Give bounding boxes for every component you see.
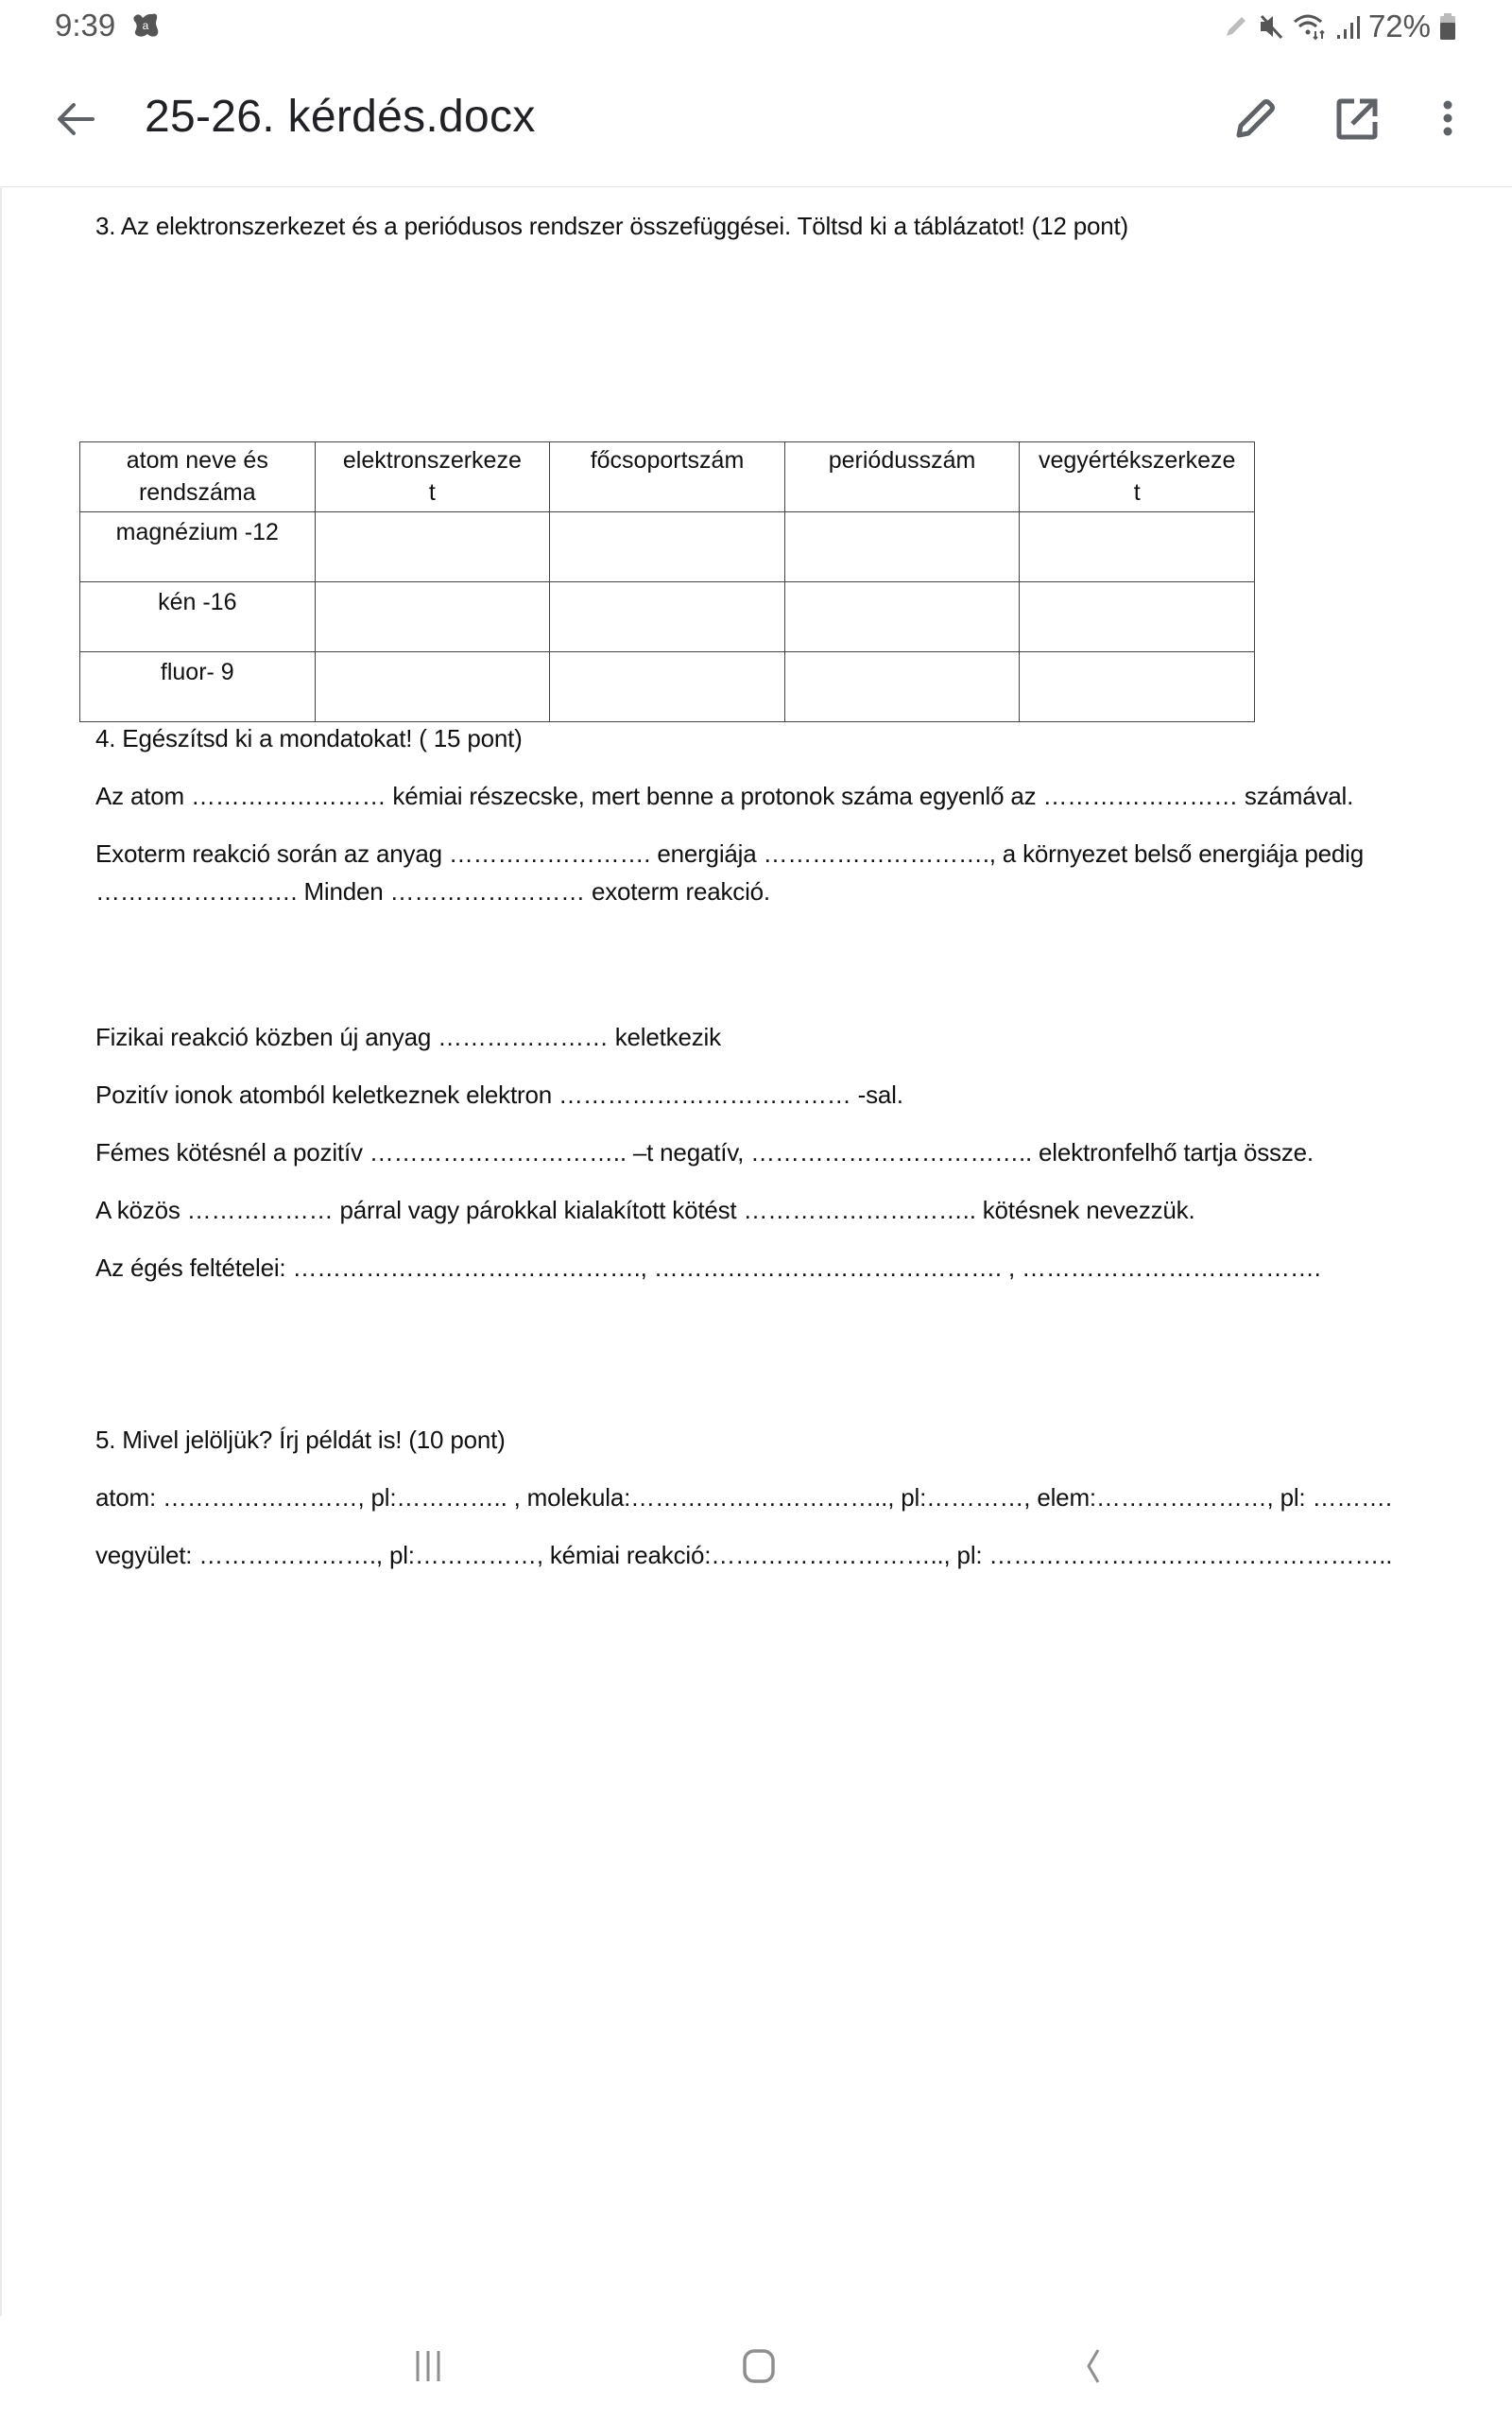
table-cell — [550, 512, 785, 582]
signal-icon — [1336, 12, 1361, 41]
system-nav-bar — [0, 2316, 1512, 2420]
arrow-left-icon — [55, 100, 96, 143]
question-4-line: Fémes kötésnél a pozitív ………………………….. –t negatív, …………………………….. elektronfelhő tartja össze. — [95, 1138, 1314, 1167]
table-header-cell: periódusszám — [784, 442, 1020, 512]
mute-icon — [1257, 12, 1285, 41]
table-cell — [784, 652, 1020, 722]
battery-icon — [1438, 12, 1457, 41]
avast-icon — [130, 11, 161, 40]
pen-icon — [1223, 13, 1249, 40]
question-4-line: ……………………. Minden …………………… exoterm reakció. — [95, 877, 770, 906]
home-button[interactable] — [721, 2344, 797, 2392]
question-4-line: Pozitív ionok atomból keletkeznek elektron ……………………………… -sal. — [95, 1080, 903, 1109]
table-cell — [315, 652, 550, 722]
battery-percent: 72% — [1367, 9, 1431, 43]
pencil-icon — [1233, 97, 1277, 146]
open-external-icon — [1335, 97, 1379, 146]
table-header-cell: atom neve és rendszáma — [80, 442, 316, 512]
table-cell — [784, 512, 1020, 582]
back-icon — [1077, 2347, 1106, 2390]
table-cell — [1020, 652, 1255, 722]
question-5-line: vegyület: …………………., pl:……………, kémiai reakció:……………………….., pl: ………………………………………….. — [95, 1541, 1393, 1569]
table-cell — [315, 582, 550, 652]
recents-button[interactable] — [390, 2344, 466, 2392]
status-icons — [1223, 8, 1457, 45]
table-cell — [315, 512, 550, 582]
svg-text:a: a — [142, 19, 149, 32]
nav-back-button[interactable] — [1054, 2344, 1129, 2392]
table-row — [80, 512, 1255, 582]
table-cell — [1020, 582, 1255, 652]
question-4-line: Az atom …………………… kémiai részecske, mert benne a protonok száma egyenlő az …………………… számával. — [95, 782, 1354, 810]
table-header-cell: elektronszerkeze t — [315, 442, 550, 512]
table-cell: fluor- 9 — [80, 652, 316, 722]
question-4-title: 4. Egészítsd ki a mondatokat! ( 15 pont) — [95, 724, 523, 752]
table-header-cell: vegyértékszerkeze t — [1020, 442, 1255, 512]
table-row — [80, 582, 1255, 652]
table-row — [80, 652, 1255, 722]
edit-button[interactable] — [1227, 93, 1283, 149]
status-bar — [0, 0, 1512, 53]
more-vert-icon — [1438, 97, 1457, 146]
status-time: 9:39 — [55, 8, 116, 43]
table-cell: kén -16 — [80, 582, 316, 652]
question-4-line: A közös ……………… párral vagy párokkal kialakított kötést ……………………….. kötésnek nevezzük. — [95, 1196, 1195, 1224]
question-4-line: Fizikai reakció közben új anyag ………………… keletkezik — [95, 1023, 721, 1051]
app-bar — [0, 53, 1512, 187]
question-3-title: 3. Az elektronszerkezet és a periódusos rendszer összefüggései. Töltsd ki a táblázatot! (12 pont) — [95, 212, 1128, 240]
more-options-button[interactable] — [1419, 93, 1476, 149]
wifi-icon — [1293, 12, 1329, 41]
document-page-2 — [2, 926, 1512, 2316]
table-header-cell: főcsoportszám — [550, 442, 785, 512]
question-3-table — [79, 441, 1255, 722]
question-4-line: Az égés feltételei: ……………………………………., ……………………………………. , ………………………………. — [95, 1253, 1321, 1282]
table-cell: magnézium -12 — [80, 512, 316, 582]
question-5-line: atom: ……………………, pl:………….. , molekula:………………………….., pl:…………, elem:…………………, pl: ………. — [95, 1483, 1392, 1512]
recents-icon — [409, 2347, 447, 2390]
table-cell — [784, 582, 1020, 652]
question-4-line: Exoterm reakció során az anyag ……………………. energiája ………………………., a környezet belső energiája pedig — [95, 839, 1365, 868]
open-external-button[interactable] — [1329, 93, 1385, 149]
table-header-row — [80, 442, 1255, 512]
back-button[interactable] — [49, 95, 102, 147]
document-viewport[interactable] — [0, 188, 1512, 2316]
table-cell — [550, 652, 785, 722]
document-title: 25-26. kérdés.docx — [145, 92, 536, 142]
table-cell — [1020, 512, 1255, 582]
home-icon — [740, 2347, 778, 2390]
question-5-title: 5. Mivel jelöljük? Írj példát is! (10 pont) — [95, 1426, 506, 1454]
table-cell — [550, 582, 785, 652]
